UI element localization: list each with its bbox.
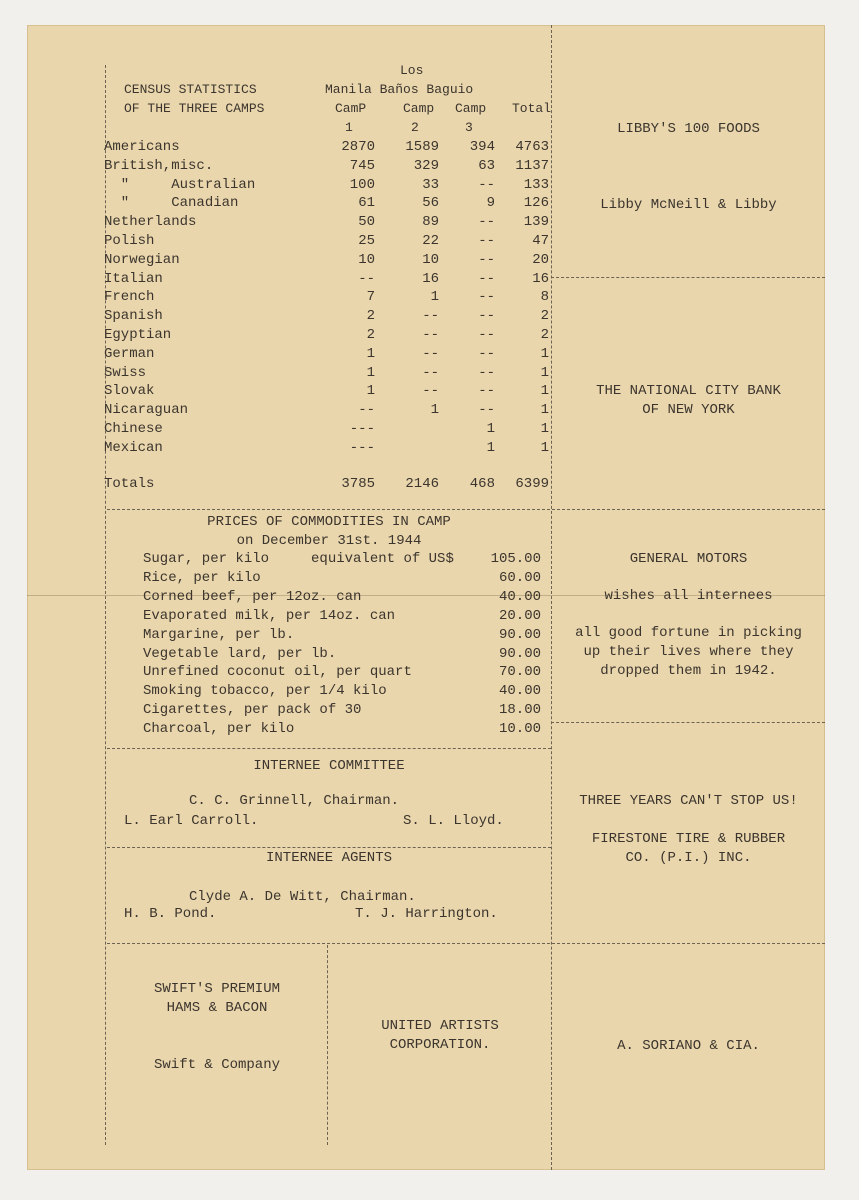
- price-item-value: 10.00: [498, 721, 541, 738]
- census-totals-label: Totals: [104, 476, 155, 492]
- census-row-c2: 1: [430, 402, 439, 419]
- census-row-c1: 1: [366, 383, 375, 400]
- census-row-label: Polish: [104, 233, 155, 249]
- price-item-label: Smoking tobacco, per 1/4 kilo: [143, 683, 387, 700]
- price-item-value: 90.00: [498, 626, 541, 643]
- census-row-c3: --: [478, 233, 495, 249]
- ad-ncb-line2: OF NEW YORK: [642, 402, 735, 418]
- census-row-c2: 1589: [405, 139, 439, 155]
- census-row-c1: 7: [366, 289, 375, 306]
- census-row-c1: 745: [349, 157, 375, 174]
- census-row-total: 1: [540, 439, 549, 456]
- ad-swift-line2: HAMS & BACON: [166, 1000, 268, 1016]
- census-row-c1: ---: [349, 421, 375, 437]
- census-row-c1: 2870: [341, 139, 375, 155]
- ad-swift-line3: Swift & Company: [153, 1057, 281, 1073]
- document-page: [27, 25, 825, 1170]
- census-row-c2: --: [422, 308, 439, 325]
- ad-ncb-line1: THE NATIONAL CITY BANK: [596, 383, 781, 399]
- census-col-top: Los: [400, 63, 424, 78]
- price-item-value: 105.00: [490, 551, 541, 567]
- ad-gm-line3: all good fortune in picking: [575, 625, 802, 641]
- census-col-number-2: 2: [411, 120, 419, 135]
- census-row-label: Chinese: [104, 421, 163, 437]
- census-row-c1: ---: [349, 439, 375, 456]
- divider-libby-ncb: [551, 277, 825, 278]
- census-row-label: Slovak: [104, 383, 155, 400]
- census-totals-total: 6399: [515, 476, 549, 492]
- census-row-c2: 22: [422, 233, 439, 249]
- census-row-total: 133: [523, 176, 549, 193]
- committee-member-right: S. L. Lloyd.: [403, 813, 504, 829]
- ad-united-artists-line2: CORPORATION.: [389, 1037, 491, 1053]
- census-row-label: German: [104, 345, 155, 362]
- census-row-c1: 25: [358, 233, 375, 249]
- census-totals-c3: 468: [469, 476, 495, 492]
- census-row-c3: --: [478, 383, 495, 400]
- census-row-c2: 33: [422, 176, 439, 193]
- ad-gm-line2: wishes all internees: [604, 588, 773, 604]
- census-row-total: 8: [540, 289, 549, 306]
- price-item-label: Rice, per kilo: [143, 569, 261, 586]
- census-col-header-2: Camp: [403, 101, 435, 116]
- census-row-label: British,misc.: [104, 157, 214, 174]
- price-item-value: 40.00: [498, 683, 541, 700]
- census-col-number-3: 3: [465, 120, 473, 135]
- census-col-number-1: 1: [345, 120, 353, 135]
- agents-member-right: T. J. Harrington.: [355, 906, 498, 922]
- census-row-label: Swiss: [104, 364, 147, 381]
- price-item-value: 70.00: [498, 664, 541, 681]
- census-row-c2: --: [422, 383, 439, 400]
- ad-libby-line2: Libby McNeill & Libby: [600, 197, 777, 213]
- prices-title: PRICES OF COMMODITIES IN CAMP: [207, 514, 451, 530]
- census-row-label: Italian: [104, 270, 163, 287]
- prices-subtitle: on December 31st. 1944: [236, 533, 422, 549]
- census-row-c3: --: [478, 345, 495, 362]
- census-col-header-1: CamP: [335, 101, 367, 116]
- price-item-label: Sugar, per kilo equivalent of US$: [143, 551, 454, 567]
- census-row-c1: --: [358, 270, 375, 287]
- census-row-c1: --: [358, 402, 375, 419]
- price-item-label: Corned beef, per 12oz. can: [143, 588, 362, 605]
- census-row-label: Mexican: [104, 439, 163, 456]
- census-row-total: 2: [540, 308, 549, 325]
- ad-gm-line5: dropped them in 1942.: [600, 663, 777, 679]
- census-row-total: 1: [540, 364, 549, 381]
- ad-gm-line1: GENERAL MOTORS: [629, 551, 748, 567]
- census-row-c3: 394: [469, 139, 495, 155]
- census-col-header-total: Total: [512, 101, 552, 116]
- census-row-c3: 1: [486, 439, 495, 456]
- census-row-c2: --: [422, 327, 439, 343]
- ad-firestone-line3: CO. (P.I.) INC.: [625, 850, 752, 866]
- ad-united-artists-line1: UNITED ARTISTS: [381, 1018, 499, 1034]
- census-row-c2: 16: [422, 270, 439, 287]
- committee-title: INTERNEE COMMITTEE: [253, 758, 405, 774]
- census-row-c2: --: [422, 364, 439, 381]
- census-totals-c1: 3785: [341, 476, 375, 492]
- agents-member-left: H. B. Pond.: [124, 906, 217, 922]
- census-row-total: 20: [532, 251, 549, 268]
- census-totals-c2: 2146: [405, 476, 439, 492]
- agents-chair: Clyde A. De Witt, Chairman.: [189, 889, 416, 905]
- price-item-value: 40.00: [498, 588, 541, 605]
- price-item-value: 20.00: [498, 607, 541, 624]
- census-row-label: French: [104, 289, 155, 306]
- census-row-c3: --: [478, 327, 495, 343]
- price-item-value: 90.00: [498, 645, 541, 662]
- ad-libby-line1: LIBBY'S 100 FOODS: [617, 121, 760, 137]
- price-item-value: 60.00: [498, 569, 541, 586]
- census-col-header-3: Camp: [455, 101, 487, 116]
- census-row-total: 126: [523, 195, 549, 212]
- census-row-c2: 56: [422, 195, 439, 212]
- census-col-mid: Manila Baños Baguio: [325, 82, 474, 97]
- census-row-label: Spanish: [104, 308, 163, 325]
- census-row-c1: 1: [366, 345, 375, 362]
- census-row-c3: 63: [478, 157, 495, 174]
- ad-soriano: A. SORIANO & CIA.: [617, 1038, 760, 1054]
- census-row-total: 1137: [515, 157, 549, 174]
- census-row-c3: --: [478, 402, 495, 419]
- census-row-total: 1: [540, 421, 549, 437]
- census-row-total: 47: [532, 233, 549, 249]
- census-row-c1: 2: [366, 327, 375, 343]
- ad-swift-line1: SWIFT'S PREMIUM: [153, 981, 281, 997]
- census-row-label: Netherlands: [104, 214, 197, 231]
- census-row-total: 1: [540, 345, 549, 362]
- census-row-label: Norwegian: [104, 251, 180, 268]
- census-row-c3: --: [478, 364, 495, 381]
- divider-gm-firestone: [551, 722, 825, 723]
- census-row-c3: --: [478, 270, 495, 287]
- census-row-total: 2: [540, 327, 549, 343]
- price-item-label: Cigarettes, per pack of 30: [143, 702, 362, 719]
- census-row-label: Egyptian: [104, 327, 172, 343]
- census-row-c1: 100: [349, 176, 375, 193]
- ad-gm-line4: up their lives where they: [583, 644, 794, 660]
- census-title-line1: CENSUS STATISTICS: [124, 82, 257, 97]
- census-row-c2: 1: [430, 289, 439, 306]
- census-row-c2: 89: [422, 214, 439, 231]
- ad-firestone-line2: FIRESTONE TIRE & RUBBER: [591, 831, 786, 847]
- census-row-label: Nicaraguan: [104, 402, 189, 419]
- price-item-label: Evaporated milk, per 14oz. can: [143, 607, 396, 624]
- census-row-c3: 1: [486, 421, 495, 437]
- census-row-c2: 329: [413, 157, 439, 174]
- census-row-total: 4763: [515, 139, 549, 155]
- price-item-label: Margarine, per lb.: [143, 626, 295, 643]
- census-row-c2: --: [422, 345, 439, 362]
- census-row-label: " Canadian: [104, 195, 239, 212]
- agents-title: INTERNEE AGENTS: [265, 850, 393, 866]
- census-row-total: 1: [540, 402, 549, 419]
- census-row-label: Americans: [104, 139, 180, 155]
- census-row-c1: 61: [358, 195, 375, 212]
- price-item-label: Charcoal, per kilo: [143, 721, 295, 738]
- census-row-total: 16: [532, 270, 549, 287]
- census-row-total: 1: [540, 383, 549, 400]
- census-row-c1: 2: [366, 308, 375, 325]
- census-row-c1: 10: [358, 251, 375, 268]
- divider-committee-agents: [107, 847, 551, 848]
- vertical-divider-bottom: [327, 945, 328, 1145]
- census-row-c1: 50: [358, 214, 375, 231]
- census-row-c1: 1: [366, 364, 375, 381]
- census-row-label: " Australian: [104, 176, 256, 193]
- committee-member-left: L. Earl Carroll.: [124, 813, 259, 829]
- census-row-total: 139: [523, 214, 549, 231]
- census-row-c3: --: [478, 176, 495, 193]
- census-row-c3: 9: [486, 195, 495, 212]
- committee-chair: C. C. Grinnell, Chairman.: [189, 793, 400, 809]
- census-title-line2: OF THE THREE CAMPS: [124, 101, 265, 116]
- census-row-c2: 10: [422, 251, 439, 268]
- census-row-c3: --: [478, 214, 495, 231]
- divider-bottom-ads: [107, 943, 825, 944]
- price-item-label: Unrefined coconut oil, per quart: [143, 664, 412, 681]
- ad-firestone-line1: THREE YEARS CAN'T STOP US!: [579, 793, 798, 809]
- census-row-c3: --: [478, 308, 495, 325]
- census-row-c3: --: [478, 289, 495, 306]
- divider-prices-committee: [107, 748, 551, 749]
- divider-census-prices: [107, 509, 825, 510]
- census-row-c3: --: [478, 251, 495, 268]
- price-item-label: Vegetable lard, per lb.: [143, 645, 337, 662]
- price-item-value: 18.00: [498, 702, 541, 719]
